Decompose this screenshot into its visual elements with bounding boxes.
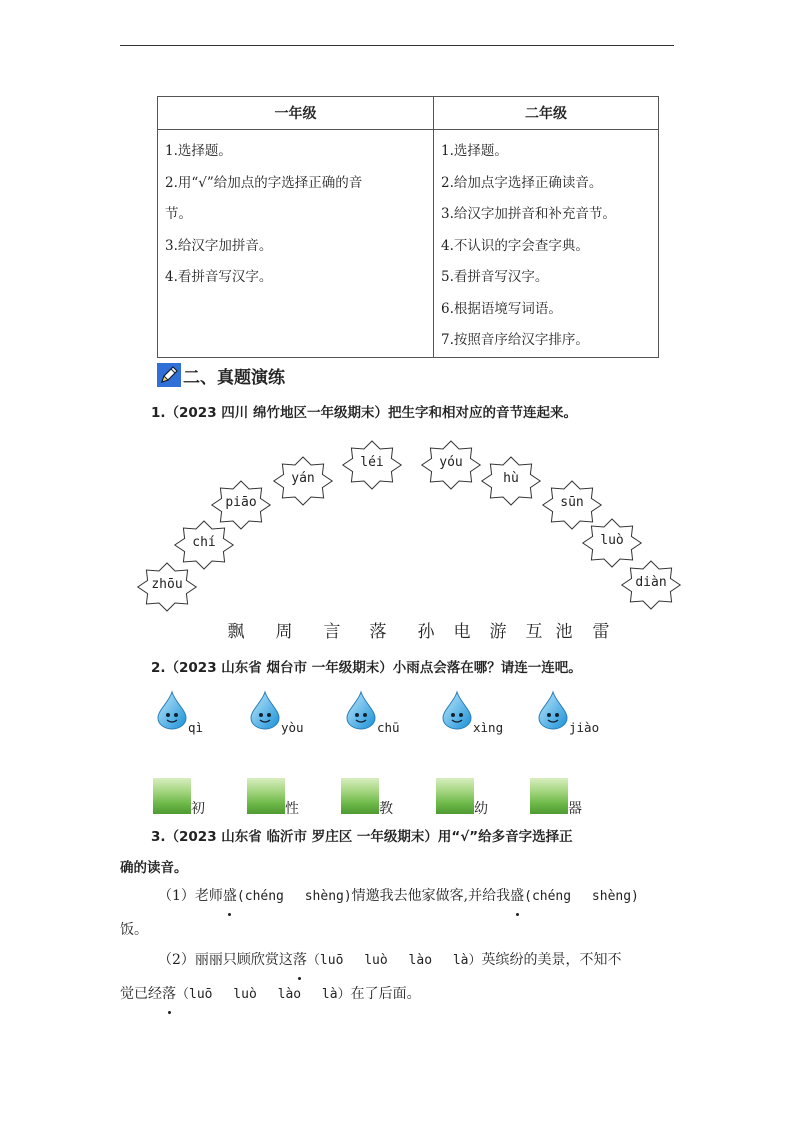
syllable-label: yóu: [439, 455, 463, 470]
raindrop-icon: [536, 690, 570, 730]
list-item: 3.给汉字加拼音。: [165, 237, 273, 254]
table-header-grade1: 一年级: [158, 97, 434, 130]
header-rule: [120, 45, 674, 46]
pinyin-options: (chéng shèng): [236, 889, 352, 904]
pinyin-options: （luō luò lào là）: [176, 987, 351, 1002]
question-3-line2: 确的读音。: [120, 860, 188, 876]
character-item: 电: [453, 622, 471, 642]
syllable-label: diàn: [635, 575, 667, 590]
grass-character: 性: [285, 801, 299, 817]
list-item: 4.不认识的字会查字典。: [441, 237, 589, 254]
list-item: 1.选择题。: [165, 143, 232, 159]
character-item: 雷: [592, 622, 610, 642]
syllable-label: hù: [503, 471, 519, 486]
raindrop-pinyin: yòu: [281, 720, 304, 735]
grade1-cell: [158, 130, 434, 358]
list-item: 6.根据语境写词语。: [441, 300, 562, 317]
section-title: 二、真题演练: [183, 367, 285, 388]
table-header-grade2: 二年级: [434, 97, 659, 130]
syllable-star: [341, 440, 403, 490]
dotted-character: 盛: [510, 879, 524, 913]
sentence-text: 觉已经: [120, 986, 162, 1002]
syllable-label: piāo: [225, 495, 257, 510]
dotted-character: 落: [293, 943, 307, 977]
syllable-star: [272, 456, 334, 506]
dotted-character: 落: [162, 977, 176, 1011]
sentence-2-cont: [120, 977, 680, 1012]
syllable-star: [480, 456, 542, 506]
syllable-label: luò: [600, 533, 624, 548]
grass-image: [153, 778, 191, 814]
dotted-character: 盛: [223, 879, 237, 913]
question-1: 1.（2023 四川 绵竹地区一年级期末）把生字和相对应的音节连起来。: [151, 405, 577, 421]
question-2: 2.（2023 山东省 烟台市 一年级期末）小雨点会落在哪？请连一连吧。: [151, 660, 582, 676]
syllable-label: yán: [291, 471, 315, 486]
grade-comparison-table: [157, 96, 659, 358]
raindrop-pinyin: qì: [188, 720, 204, 735]
raindrop-pinyin: chū: [377, 720, 400, 735]
grass-character: 初: [191, 801, 205, 817]
character-item: 池: [555, 622, 573, 642]
section-heading: [157, 362, 285, 388]
syllable-label: chí: [192, 535, 216, 550]
raindrop-icon: [155, 690, 189, 730]
list-item: 4.看拼音写汉字。: [165, 269, 273, 285]
sentence-text: 情邀我去他家做客,并给我: [351, 888, 511, 904]
grass-character: 幼: [474, 801, 488, 817]
list-item: 3.给汉字加拼音和补充音节。: [441, 206, 616, 222]
raindrop-icon: [440, 690, 474, 730]
list-item: 7.按照音序给汉字排序。: [441, 332, 589, 348]
pinyin-options: (chéng shèng): [524, 889, 639, 904]
pen-icon: [157, 363, 181, 387]
grass-image: [341, 778, 379, 814]
list-item: 2.给加点字选择正确读音。: [441, 174, 603, 191]
character-item: 飘: [227, 622, 245, 642]
grade2-cell: [434, 130, 659, 358]
raindrop-icon: [248, 690, 282, 730]
raindrop-pinyin: jiào: [569, 720, 600, 735]
syllable-label: sūn: [560, 495, 584, 510]
syllable-star: [210, 480, 272, 530]
character-item: 互: [525, 622, 543, 642]
syllable-label: zhōu: [151, 577, 183, 592]
list-item: 2.用“√”给加点的字选择正确的音: [165, 174, 363, 191]
character-item: 言: [323, 622, 341, 642]
character-item: 游: [489, 622, 507, 642]
sentence-1-end: 饭。: [120, 922, 148, 938]
pinyin-options: （luō luò lào là）: [306, 953, 482, 968]
sentence-text: （2）丽丽只顾欣赏这: [158, 952, 293, 968]
sentence-text: （1）老师: [158, 888, 223, 904]
character-item: 落: [369, 622, 387, 642]
list-item: 节。: [165, 206, 192, 222]
character-item: 周: [275, 622, 293, 642]
sentence-2: [158, 943, 678, 978]
syllable-star: [620, 560, 682, 610]
grass-image: [247, 778, 285, 814]
grass-character: 教: [379, 801, 393, 817]
sentence-text: 在了后面。: [350, 986, 421, 1002]
grass-image: [530, 778, 568, 814]
syllable-label: léi: [360, 455, 384, 470]
list-item: 1.选择题。: [441, 143, 508, 159]
grass-image: [436, 778, 474, 814]
grass-character: 器: [568, 801, 582, 817]
question-3-line1: 3.（2023 山东省 临沂市 罗庄区 一年级期末）用“√”给多音字选择正: [151, 829, 573, 845]
list-item: 5.看拼音写汉字。: [441, 269, 549, 285]
character-item: 孙: [417, 622, 435, 642]
raindrop-pinyin: xìng: [473, 720, 504, 735]
sentence-text: 英缤纷的美景，不知不: [481, 952, 622, 968]
syllable-star: [420, 440, 482, 490]
sentence-1: [158, 879, 678, 914]
raindrop-icon: [344, 690, 378, 730]
